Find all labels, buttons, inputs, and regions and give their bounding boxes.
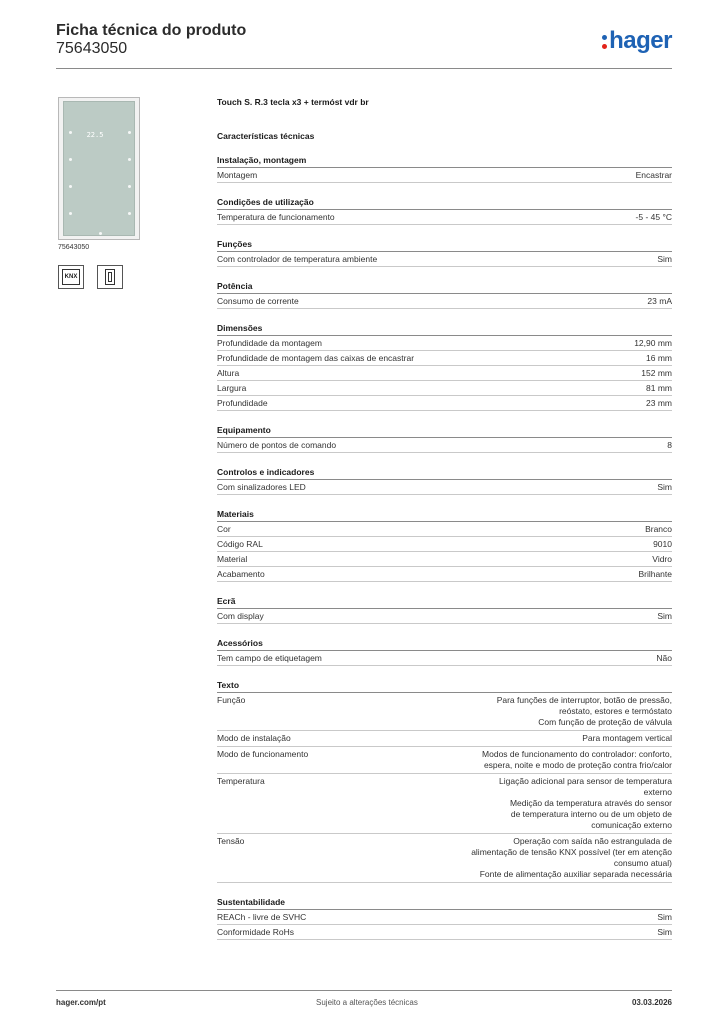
spec-value: -5 - 45 °C: [635, 212, 672, 222]
spec-value: 23 mA: [647, 296, 672, 306]
spec-row: [217, 438, 672, 453]
section-title: Controlos e indicadores: [217, 467, 672, 480]
spec-value: Branco: [645, 524, 672, 534]
text-row: [217, 731, 672, 747]
text-line: Para montagem vertical: [582, 733, 672, 743]
spec-value: 16 mm: [646, 353, 672, 363]
spec-label: Número de pontos de comando: [217, 440, 337, 450]
spec-row: [217, 351, 672, 366]
spec-section: [217, 638, 672, 666]
spec-section: [217, 155, 672, 183]
section-title: Texto: [217, 680, 672, 693]
spec-row: [217, 552, 672, 567]
spec-section: [217, 281, 672, 309]
spec-row: [217, 567, 672, 582]
footer-website-link[interactable]: hager.com/pt: [56, 998, 106, 1007]
spec-label: Conformidade RoHs: [217, 927, 295, 937]
spec-value: Sim: [657, 254, 672, 264]
text-label: Tensão: [217, 836, 245, 846]
spec-value: 81 mm: [646, 383, 672, 393]
text-line: Modos de funcionamento do controlador: conforto,: [482, 749, 672, 759]
spec-row: [217, 609, 672, 624]
section-title: Potência: [217, 281, 672, 294]
product-name: Touch S. R.3 tecla x3 + termóst vdr br: [217, 97, 369, 107]
spec-label: Acabamento: [217, 569, 265, 579]
footer-divider: [56, 990, 672, 991]
header-divider: [56, 68, 672, 69]
spec-label: Profundidade: [217, 398, 268, 408]
spec-label: Tem campo de etiquetagem: [217, 653, 322, 663]
text-line: Fonte de alimentação auxiliar separada necessária: [479, 869, 672, 879]
footer-date: 03.03.2026: [631, 998, 672, 1007]
spec-section: [217, 596, 672, 624]
spec-row: [217, 252, 672, 267]
glass-panel: [63, 101, 135, 236]
text-line: de temperatura interno ou de um objeto de: [510, 809, 672, 819]
spec-row: [217, 480, 672, 495]
text-line: Para funções de interruptor, botão de pressão,: [496, 695, 672, 705]
spec-label: Com sinalizadores LED: [217, 482, 306, 492]
footer-note: Sujeito a alterações técnicas: [316, 998, 418, 1007]
spec-row: [217, 925, 672, 940]
text-value: [427, 695, 672, 728]
spec-label: Código RAL: [217, 539, 263, 549]
spec-label: Cor: [217, 524, 231, 534]
text-row: [217, 693, 672, 731]
section-title: Materiais: [217, 509, 672, 522]
spec-label: REACh - livre de SVHC: [217, 912, 307, 922]
spec-value: Sim: [657, 482, 672, 492]
spec-value: 12,90 mm: [634, 338, 672, 348]
section-sustainability: [217, 897, 672, 940]
spec-label: Com controlador de temperatura ambiente: [217, 254, 378, 264]
product-code: 75643050: [56, 40, 128, 57]
hager-logo: hager: [602, 28, 672, 54]
text-line: consumo atual): [613, 858, 672, 868]
text-value: [427, 776, 672, 831]
spec-value: Sim: [657, 611, 672, 621]
text-row: [217, 747, 672, 774]
spec-row: [217, 522, 672, 537]
text-label: Modo de instalação: [217, 733, 291, 743]
text-line: Ligação adicional para sensor de temperatura: [499, 776, 672, 786]
spec-label: Largura: [217, 383, 247, 393]
spec-label: Consumo de corrente: [217, 296, 299, 306]
image-caption: 75643050: [58, 244, 90, 251]
flush-mount-icon: [97, 265, 123, 289]
text-line: Operação com saída não estrangulada de: [513, 836, 672, 846]
text-line: comunicação externo: [591, 820, 672, 830]
spec-value: Sim: [657, 927, 672, 937]
text-line: externo: [643, 787, 672, 797]
spec-section: [217, 509, 672, 582]
text-row: [217, 834, 672, 883]
text-label: Função: [217, 695, 246, 705]
section-title: Condições de utilização: [217, 197, 672, 210]
section-title: Sustentabilidade: [217, 897, 672, 910]
text-line: espera, noite e modo de proteção contra frio/calor: [483, 760, 672, 770]
spec-label: Profundidade de montagem das caixas de encastrar: [217, 353, 415, 363]
text-row: [217, 774, 672, 834]
spec-row: [217, 210, 672, 225]
spec-row: [217, 537, 672, 552]
text-line: Medição da temperatura através do sensor: [509, 798, 672, 808]
spec-row: [217, 336, 672, 351]
spec-label: Montagem: [217, 170, 258, 180]
spec-value: 9010: [653, 539, 672, 549]
spec-label: Profundidade da montagem: [217, 338, 322, 348]
section-title: Ecrã: [217, 596, 672, 609]
spec-row: [217, 381, 672, 396]
spec-value: Vidro: [652, 554, 672, 564]
spec-value: 23 mm: [646, 398, 672, 408]
text-line: alimentação de tensão KNX possível (ter em atenção: [471, 847, 672, 857]
spec-row: [217, 910, 672, 925]
spec-value: 152 mm: [641, 368, 672, 378]
logo-colon-icon: [602, 28, 607, 54]
spec-row: [217, 396, 672, 411]
spec-row: [217, 366, 672, 381]
specs-heading: Características técnicas: [217, 131, 315, 141]
text-value: [427, 749, 672, 771]
spec-section: [217, 197, 672, 225]
spec-value: Encastrar: [635, 170, 672, 180]
section-title: Funções: [217, 239, 672, 252]
text-value: [427, 836, 672, 880]
text-label: Temperatura: [217, 776, 265, 786]
spec-section: [217, 467, 672, 495]
spec-section: [217, 323, 672, 411]
section-title: Instalação, montagem: [217, 155, 672, 168]
text-line: Com função de proteção de válvula: [538, 717, 672, 727]
spec-value: 8: [667, 440, 672, 450]
section-texto: [217, 680, 672, 883]
spec-sections: [217, 155, 672, 666]
spec-value: Brilhante: [638, 569, 672, 579]
text-value: [427, 733, 672, 744]
spec-value: Não: [656, 653, 672, 663]
knx-label: KNX: [62, 269, 80, 285]
panel-display: 22.5: [86, 131, 104, 139]
spec-row: [217, 168, 672, 183]
page-title: Ficha técnica do produto: [56, 22, 247, 39]
spec-label: Temperatura de funcionamento: [217, 212, 335, 222]
spec-row: [217, 651, 672, 666]
product-image: [58, 97, 140, 240]
spec-value: Sim: [657, 912, 672, 922]
spec-label: Altura: [217, 368, 240, 378]
section-title: Acessórios: [217, 638, 672, 651]
spec-row: [217, 294, 672, 309]
spec-section: [217, 239, 672, 267]
text-label: Modo de funcionamento: [217, 749, 309, 759]
spec-label: Com display: [217, 611, 264, 621]
section-title: Equipamento: [217, 425, 672, 438]
text-line: reóstato, estores e termóstato: [559, 706, 672, 716]
spec-content: [217, 95, 672, 940]
page-header: [56, 22, 672, 70]
section-title: Dimensões: [217, 323, 672, 336]
knx-icon: [58, 265, 84, 289]
spec-section: [217, 425, 672, 453]
spec-label: Material: [217, 554, 248, 564]
